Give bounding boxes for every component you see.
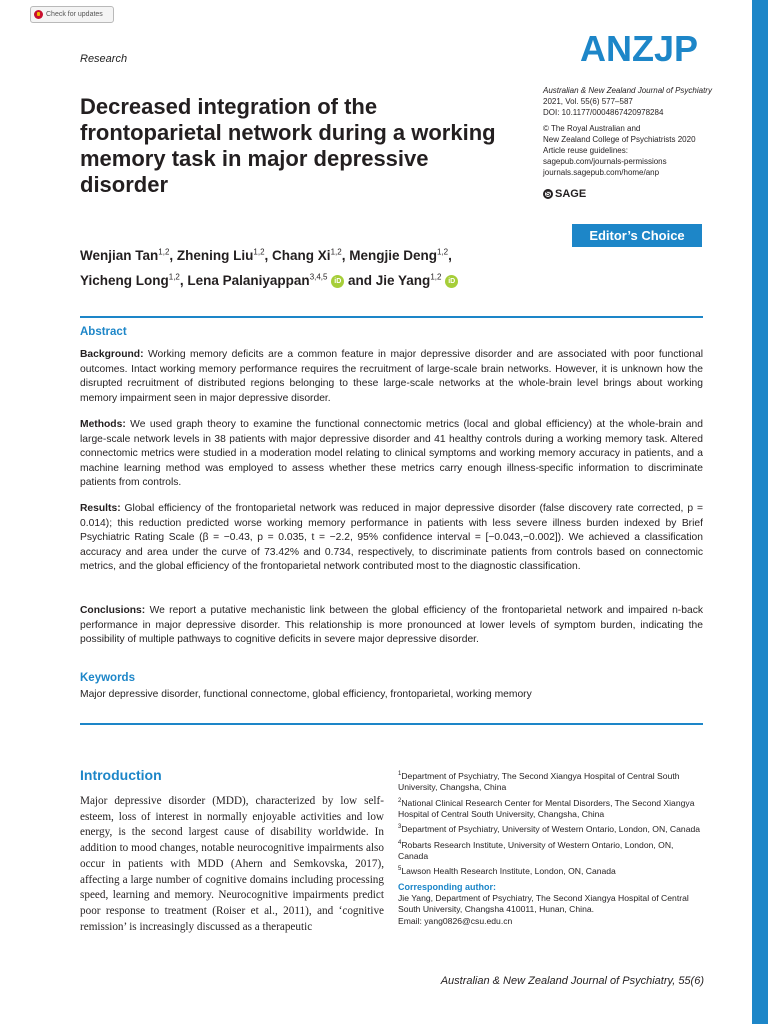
check-for-updates-label: Check for updates: [46, 11, 103, 18]
page-footer: Australian & New Zealand Journal of Psychiatry, 55(6): [440, 975, 704, 987]
sage-icon: S: [543, 189, 553, 199]
journal-url[interactable]: journals.sagepub.com/home/anp: [543, 168, 660, 177]
abstract-heading: Abstract: [80, 326, 127, 338]
divider: [80, 316, 703, 318]
copyright-line-2: New Zealand College of Psychiatrists 2020: [543, 135, 696, 144]
section-label: Research: [80, 53, 128, 65]
orcid-icon[interactable]: iD: [445, 275, 458, 288]
abstract-results: Results: Global efficiency of the frontoparietal network was reduced in major depressive disorder (false discovery rate corrected, p = 0.014); this reduction predicted worse working memory performance in patients with less severe illness burden indexed by Brief Psychiatric Rating Scale (β = −0.43, p = 0.035, t = −2.2, 95% confidence interval = [−0.043,−0.002]). We achieved a classification accuracy and area under the curve of 73.42% and 0.734, respectively, to discriminate patients from controls based on connectomic metrics, and the global efficiency of the frontoparietal network contributed most to the diagnostic classification.: [80, 503, 703, 573]
author-list: [80, 241, 550, 292]
article-title: Decreased integration of the frontoparietal network during a working memory task in major depressive disorder: [80, 94, 496, 197]
abstract-conclusions: Conclusions: We report a putative mechanistic link between the global efficiency of the frontoparietal network and impaired n-back performance in major depressive disorder. This relationship is more pronounced at lower levels of symptom burden, indicating the possibility of multiple pathways to cognitive deficits in severe major depressive disorder.: [80, 605, 703, 646]
check-for-updates-button[interactable]: [30, 6, 114, 23]
journal-info: [543, 85, 748, 178]
author: Zhening Liu$^{1,2}$,: [176, 247, 273, 263]
affiliations: [398, 769, 704, 927]
author: Chang Xi$^{1,2}$,: [272, 247, 350, 263]
corresponding-email[interactable]: Email: yang0826@csu.edu.cn: [398, 915, 513, 926]
publisher-name: SAGE: [555, 188, 587, 200]
keywords-heading: Keywords: [80, 672, 135, 684]
citation: 2021, Vol. 55(6) 577–587: [543, 97, 633, 106]
author: Lena Palaniyappan$^{3,4,5}$: [187, 272, 328, 288]
crossmark-icon: [34, 10, 43, 19]
author: Mengjie Deng$^{1,2}$,: [349, 247, 452, 263]
reuse-line-1: Article reuse guidelines:: [543, 146, 628, 155]
author: Yicheng Long$^{1,2}$,: [80, 272, 188, 288]
abstract-methods: Methods: We used graph theory to examine the functional connectomic metrics (local and global efficiency) at the whole-brain and large-scale network levels in 38 patients with major depressive disorder and 41 healthy controls during a working memory task. Altered connectomic metrics were studied in a moderation model relating to clinical symptoms and working memory accuracy in patients, and a machine learning method was employed to assess whether these metrics carry enough illness-specific information to discriminate patients from controls.: [80, 419, 703, 489]
introduction-heading: Introduction: [80, 767, 162, 783]
abstract-background: Background: Working memory deficits are a common feature in major depressive disorder and are associated with poor functional outcomes. Intact working memory performance requires the recruitment of large-scale brain networks. However, it is unknown how the disrupted recruitment of distributed regions belonging to these large-scale networks at the whole-brain level brings about working memory impairment seen in major depressive disorder.: [80, 349, 703, 404]
keywords-text: Major depressive disorder, functional connectome, global efficiency, frontoparietal, working memory: [80, 689, 532, 700]
affiliation-item: $^1$Department of Psychiatry, The Second Xiangya Hospital of Central South University, Changsha, China: [398, 770, 680, 793]
reuse-line-2[interactable]: sagepub.com/journals-permissions: [543, 157, 667, 166]
affiliation-item: $^5$Lawson Health Research Institute, London, ON, Canada: [398, 866, 616, 877]
author: and Jie Yang$^{1,2}$: [348, 272, 442, 288]
sage-logo: [543, 188, 586, 200]
journal-logo: ANZJP: [580, 28, 699, 69]
corresponding-author-heading: Corresponding author:: [398, 881, 496, 892]
divider: [80, 723, 703, 725]
affiliation-item: $^4$Robarts Research Institute, University of Western Ontario, London, ON, Canada: [398, 839, 674, 861]
introduction-text: Major depressive disorder (MDD), characterized by low self-esteem, loss of interest in normally enjoyable activities and low energy, is the second largest cause of disability worldwide. In addition to mood changes, notable neurocognitive impairments also occur in patients with MDD (Ahern and Semkovska, 2017), affecting a large number of cognitive domains including processing speed, learning and memory. Neurocognitive impairments predict poor response to treatment (Roiser et al., 2011), and ‘cognitive remission’ is increasingly discussed as a therapeutic: [80, 795, 384, 933]
affiliation-item: $^3$Department of Psychiatry, University of Western Ontario, London, ON, Canada: [398, 824, 701, 835]
journal-name: Australian & New Zealand Journal of Psychiatry: [543, 86, 712, 95]
copyright-line-1: © The Royal Australian and: [543, 124, 641, 133]
corresponding-author-text: Jie Yang, Department of Psychiatry, The Second Xiangya Hospital of Central South University, Changsha 410011, Hunan, China.: [398, 892, 689, 915]
orcid-icon[interactable]: iD: [331, 275, 344, 288]
editors-choice-badge: Editor’s Choice: [572, 224, 702, 247]
accent-stripe: [752, 0, 768, 1024]
doi[interactable]: DOI: 10.1177/0004867420978284: [543, 108, 664, 117]
author: Wenjian Tan$^{1,2}$,: [80, 247, 177, 263]
affiliation-item: $^2$National Clinical Research Center for Mental Disorders, The Second Xiangya Hospital of Central South University, Changsha, China: [398, 797, 695, 819]
